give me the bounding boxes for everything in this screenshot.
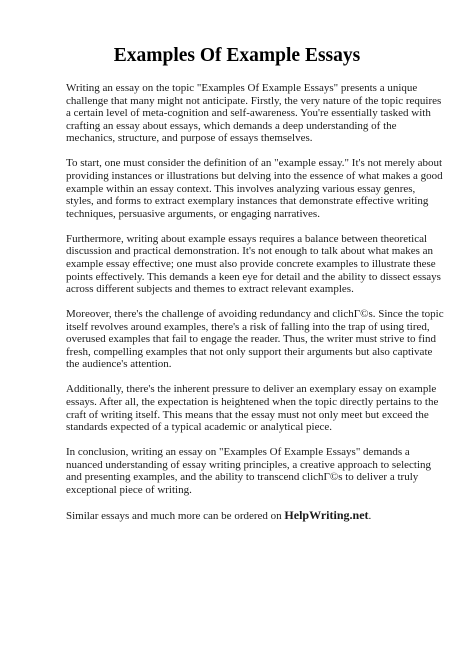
paragraph-2: To start, one must consider the definition of an "example essay." It's not merely about providing instances or illustrations but delving into the essence of what makes a good example within an essay context. This involves analyzing various essay genres, styles, and forms to extract exemplary instances that demonstrate effective writing techniques, persuasive arguments, or engaging narratives. (66, 157, 443, 220)
site-name: HelpWriting.net (284, 507, 369, 522)
essay-body (66, 82, 444, 535)
page-title: Examples Of Example Essays (113, 45, 361, 66)
footer-line (66, 509, 444, 523)
paragraph-1: Writing an essay on the topic "Examples Of Example Essays" presents a unique challenge that many might not anticipate. Firstly, the very nature of the topic requires a certain level of meta-cognition and self-awareness. You're essentially tasked with crafting an essay about essays, which demands a deep understanding of the mechanics, structure, and purpose of essays themselves. (66, 82, 442, 145)
paragraph-5: Additionally, there's the inherent pressure to deliver an exemplary essay on example essays. After all, the expectation is heightened when the topic directly pertains to the craft of writing itself. This means that the essay must not only meet but exceed the standards expected of a typical academic or analytical piece. (66, 383, 439, 434)
paragraph-6: In conclusion, writing an essay on "Examples Of Example Essays" demands a nuanced understanding of essay writing principles, a creative approach to selecting and presenting examples, and the ability to transcend clichГ©s to deliver a truly exceptional piece of writing. (66, 446, 432, 496)
footer-end: . (368, 509, 372, 522)
footer-text: Similar essays and much more can be ordered on (66, 509, 282, 522)
paragraph-3: Furthermore, writing about example essays requires a balance between theoretical discussion and practical demonstration. It's not enough to talk about what makes an example essay effective; one must also provide concrete examples to illustrate these points effectively. This demands a keen eye for detail and the ability to dissect essays across different subjects and themes to extract relevant examples. (66, 232, 441, 296)
paragraph-4: Moreover, there's the challenge of avoiding redundancy and clichГ©s. Since the topic itself revolves around examples, there's a risk of falling into the trap of using tired, overused examples that fail to engage the reader. Thus, the writer must strive to find fresh, compelling examples that not only support their arguments but also captivate the audience's attention. (66, 308, 444, 371)
